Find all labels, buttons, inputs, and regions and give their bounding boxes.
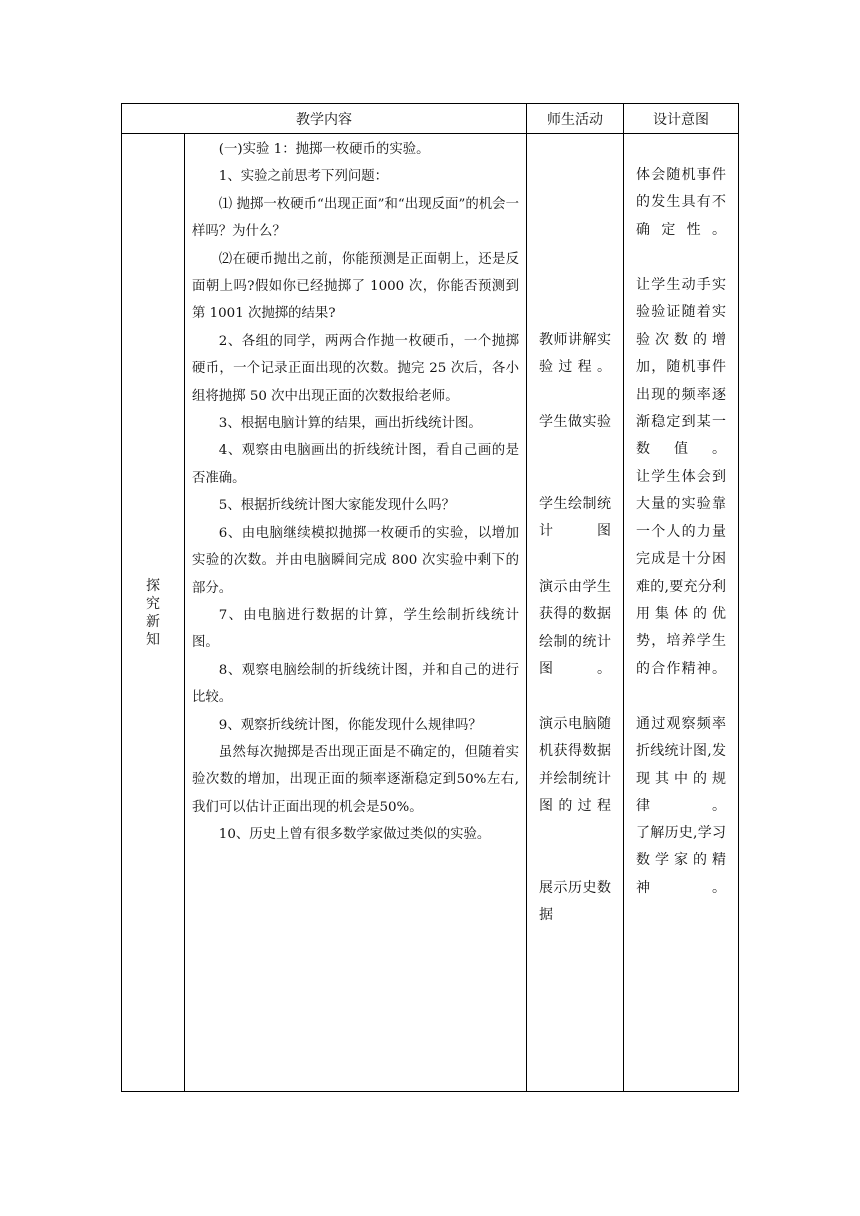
activity-item: 演示电脑随机获得数据并绘制统计图的过程 bbox=[539, 716, 611, 815]
content-line: 6、由电脑继续模拟抛掷一枚硬币的实验，以增加实验的次数。并由电脑瞬间完成 800 次实验中剩下的部分。 bbox=[192, 525, 519, 596]
content-line: 4、观察由电脑画出的折线统计图，看自己画的是否准确。 bbox=[192, 443, 519, 486]
content-line: ⑴ 抛掷一枚硬币“出现正面”和“出现反面”的机会一样吗？为什么？ bbox=[192, 196, 519, 240]
section-label-cell bbox=[122, 134, 185, 1092]
intent-item: 了解历史,学习数学家的精神。 bbox=[636, 825, 726, 896]
content-line: 1、实验之前思考下列问题： bbox=[218, 169, 389, 185]
content-line: (一)实验 1：抛掷一枚硬币的实验。 bbox=[218, 142, 430, 157]
header-row bbox=[122, 104, 739, 134]
activity-item: 教师讲解实验过程。 bbox=[539, 332, 611, 376]
body-row bbox=[122, 134, 739, 1092]
section-label: 探究新知 bbox=[146, 577, 160, 648]
header-activity: 师生活动 bbox=[527, 104, 624, 134]
activity-cell bbox=[527, 134, 624, 1092]
activity-item: 学生绘制统计图 bbox=[539, 496, 611, 540]
content-line: 10、历史上曾有很多数学家做过类似的实验。 bbox=[218, 827, 491, 843]
header-content: 教学内容 bbox=[122, 104, 527, 134]
intent-item: 让学生体会到大量的实验靠一个人的力量完成是十分困难的,要充分利用集体的优势，培养学生的合作精神。 bbox=[636, 469, 726, 677]
intent-item: 体会随机事件的发生具有不确定性。 bbox=[636, 167, 726, 238]
intent-item: 通过观察频率折线统计图,发现其中的规律。 bbox=[636, 716, 726, 815]
lesson-plan-table bbox=[121, 103, 739, 1092]
content-line: 9、观察折线统计图，你能发现什么规律吗？ bbox=[218, 717, 482, 733]
activity-item: 展示历史数据 bbox=[539, 880, 611, 924]
content-line: 5、根据折线统计图大家能发现什么吗？ bbox=[218, 498, 455, 514]
content-line: 3、根据电脑计算的结果，画出折线统计图。 bbox=[218, 416, 482, 432]
intent-item: 让学生动手实验验证随着实验次数的增加，随机事件出现的频率逐渐稳定到某一数值。 bbox=[636, 277, 726, 458]
intent-cell bbox=[624, 134, 739, 1092]
activity-item: 演示由学生获得的数据绘制的统计图。 bbox=[539, 579, 611, 678]
content-line: 2、各组的同学，两两合作抛一枚硬币，一个抛掷硬币，一个记录正面出现的次数。抛完 25 次后，各小组将抛掷 50 次中出现正面的次数报给老师。 bbox=[192, 333, 519, 404]
content-line: 虽然每次抛掷是否出现正面是不确定的，但随着实验次数的增加，出现正面的频率逐渐稳定到50%左右,我们可以估计正面出现的机会是50%。 bbox=[192, 744, 519, 815]
header-intent: 设计意图 bbox=[624, 104, 739, 134]
content-line: ⑵在硬币抛出之前，你能预测是正面朝上，还是反面朝上吗?假如你已经抛掷了 1000 次，你能否预测到第 1001 次抛掷的结果? bbox=[192, 251, 519, 322]
activity-item: 学生做实验 bbox=[539, 414, 611, 430]
content-cell bbox=[185, 134, 527, 1092]
content-line: 8、观察电脑绘制的折线统计图，并和自己的进行比较。 bbox=[192, 662, 519, 706]
content-line: 7、由电脑进行数据的计算，学生绘制折线统计图。 bbox=[192, 607, 519, 651]
